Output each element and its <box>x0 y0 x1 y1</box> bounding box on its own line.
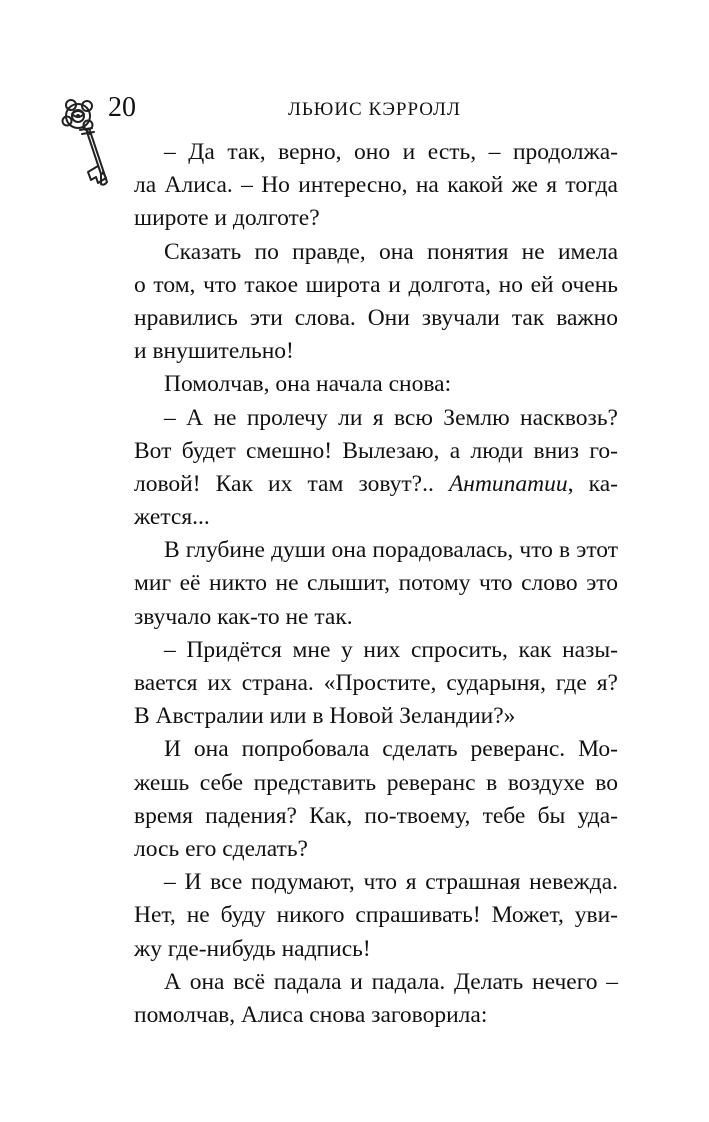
text-line-with-emphasis <box>134 468 618 501</box>
text-line: В глубине души она порадовалась, что в этот <box>164 537 618 564</box>
running-head-author: ЛЬЮИС КЭРРОЛЛ <box>288 99 461 120</box>
book-text <box>134 136 618 1032</box>
text-fragment: , ка- <box>567 470 618 497</box>
text-line: жется... <box>134 504 210 531</box>
text-line: – Придётся мне у них спросить, как назы- <box>164 636 618 663</box>
text-line: лось его сделать? <box>134 835 308 862</box>
text-line: миг её никто не слышит, потому что слово это <box>134 570 618 597</box>
text-line: В Австралии или в Новой Зеландии?» <box>134 703 516 730</box>
text-line: нравились эти слова. Они звучали так важно <box>134 304 618 331</box>
text-line: вается их страна. «Простите, сударыня, где я? <box>134 670 618 696</box>
text-line: И она попробовала сделать реверанс. Мо- <box>164 736 618 763</box>
text-line: Нет, не буду никого спрашивать! Может, уви- <box>134 902 618 929</box>
text-line: помолчав, Алиса снова заговорила: <box>134 1001 488 1028</box>
text-fragment: ловой! Как их там зовут?.. <box>134 470 449 497</box>
text-line: Помолчав, она начала снова: <box>164 371 452 398</box>
text-line: ла Алиса. – Но интересно, на какой же я тогда <box>134 172 618 199</box>
text-line: А она всё падала и падала. Делать нечего – <box>164 968 618 995</box>
text-line: время падения? Как, по-твоему, тебе бы уда- <box>134 802 618 829</box>
text-line: жешь себе представить реверанс в воздухе во <box>134 769 618 796</box>
text-line: – Да так, верно, оно и есть, – продолжа- <box>164 139 618 165</box>
text-line: о том, что такое широта и долгота, но ей очень <box>134 271 618 298</box>
page-number: 20 <box>108 92 136 123</box>
text-line: звучало как-то не так. <box>134 603 353 630</box>
text-line: жу где-нибудь надпись! <box>134 935 371 962</box>
text-line: – А не пролечу ли я всю Землю насквозь? <box>164 404 618 431</box>
text-line: широте и долготе? <box>134 205 320 232</box>
text-line: Вот будет смешно! Вылезаю, а люди вниз го- <box>134 437 618 464</box>
text-line: – И все подумают, что я страшная невежда. <box>164 869 618 896</box>
vintage-key-icon <box>58 94 112 194</box>
text-line: и внушительно! <box>134 338 294 365</box>
text-line: Сказать по правде, она понятия не имела <box>164 238 618 265</box>
italic-emphasis: Антипатии <box>448 470 568 497</box>
